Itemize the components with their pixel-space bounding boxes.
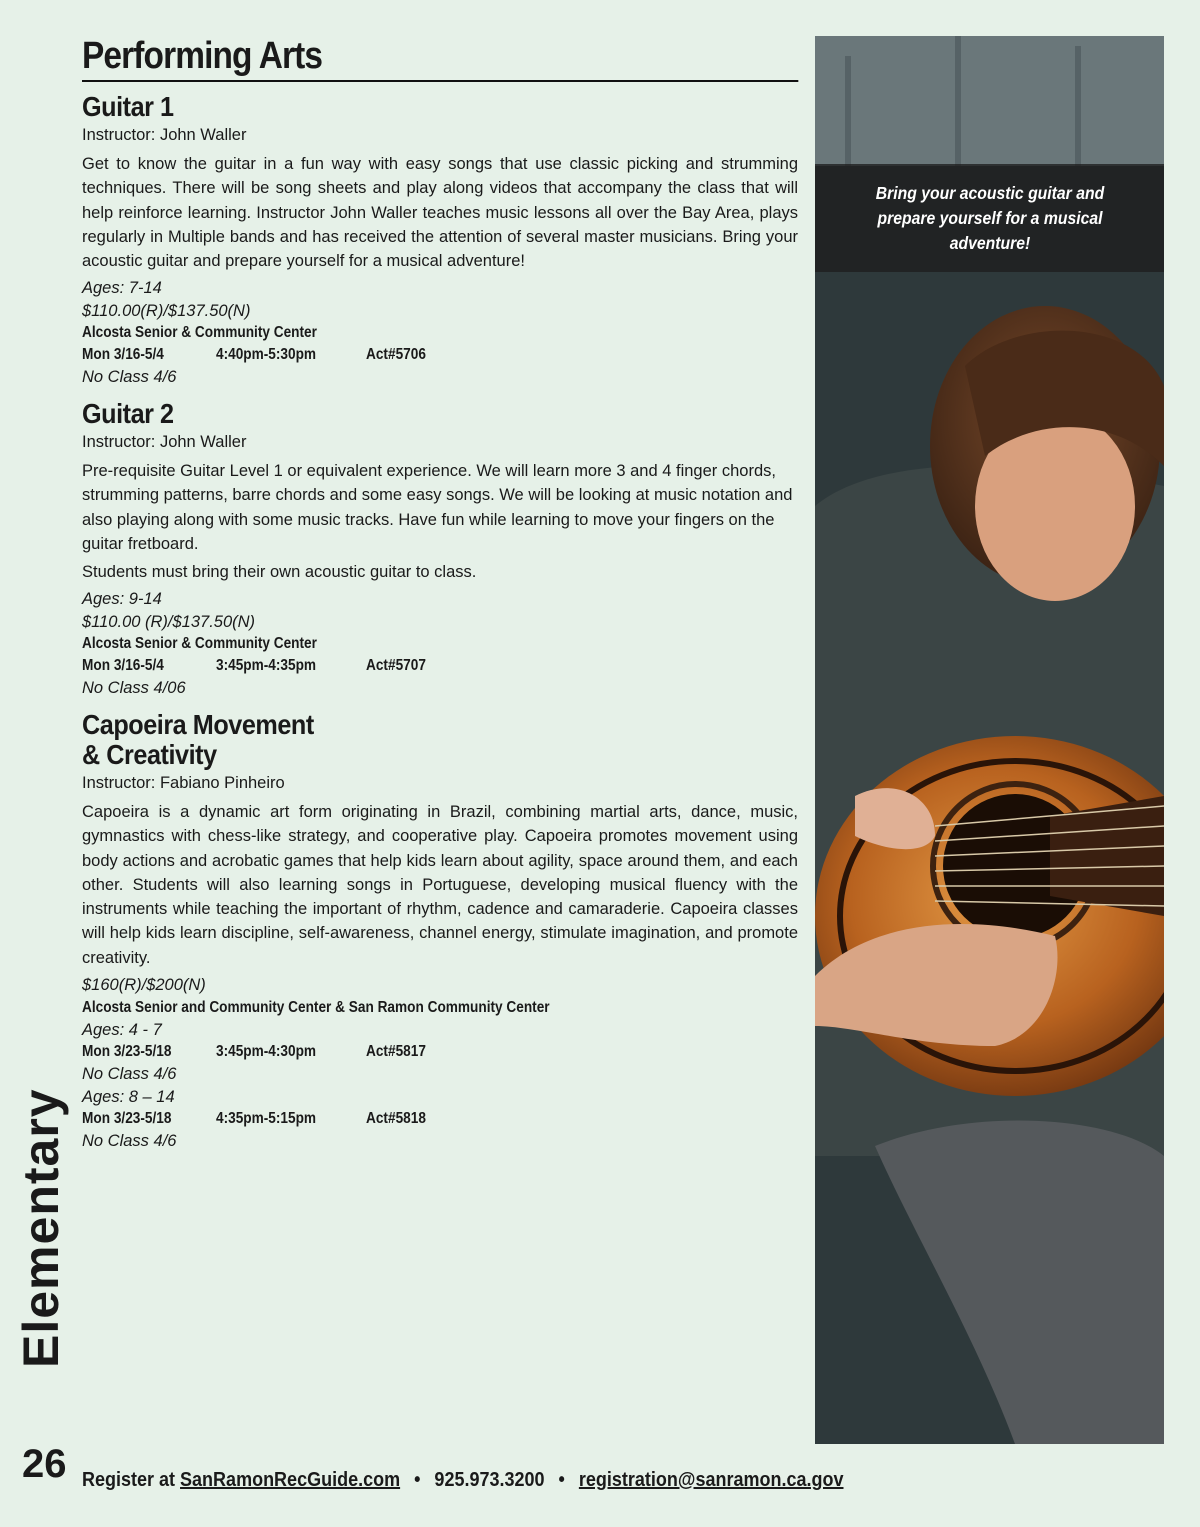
schedule-row bbox=[82, 344, 798, 366]
schedule-day: Mon 3/16-5/4 bbox=[82, 657, 164, 675]
course-title: Guitar 1 bbox=[82, 91, 174, 122]
ages: Ages: 8 – 14 bbox=[82, 1087, 175, 1106]
separator: • bbox=[558, 1469, 565, 1491]
ages: Ages: 7-14 bbox=[82, 279, 162, 298]
location: Alcosta Senior & Community Center bbox=[82, 324, 317, 342]
location: Alcosta Senior and Community Center & San Ramon Community Center bbox=[82, 998, 550, 1016]
price: $160(R)/$200(N) bbox=[82, 976, 206, 995]
course-guitar-2 bbox=[82, 399, 798, 700]
course-requirement: Students must bring their own acoustic guitar to class. bbox=[82, 563, 477, 582]
schedule-day: Mon 3/23-5/18 bbox=[82, 1110, 172, 1128]
course-description: Capoeira is a dynamic art form originating in Brazil, combining martial arts, dance, music, gymnastics with chess-like strategy, and cooperative play. Capoeira promotes movement using body actions and acrobatic games that help kids learn about agility, space around them, and each other. Students will also learning songs in Portuguese, developing musical fluency with the instruments while teaching the important of rhythm, cadence and camaraderie. Capoeira classes will help kids learn discipline, self-awareness, channel energy, stimulate imagination, and promote creativity. bbox=[82, 802, 798, 967]
schedule-time: 3:45pm-4:30pm bbox=[216, 1043, 317, 1061]
course-description: Pre-requisite Guitar Level 1 or equivalent experience. We will learn more 3 and 4 finger chords, strumming patterns, barre chords and some easy songs. We will be looking at music notation and also playing along with some music tracks. Have fun while learning to move your fingers on the guitar fretboard. bbox=[82, 461, 793, 553]
instructor: Instructor: Fabiano Pinheiro bbox=[82, 773, 285, 792]
photo-caption bbox=[815, 164, 1164, 272]
schedule-day: Mon 3/23-5/18 bbox=[82, 1043, 172, 1061]
activity-number: Act#5817 bbox=[366, 1043, 426, 1061]
schedule-row bbox=[82, 655, 798, 677]
phone-number: 925.973.3200 bbox=[434, 1469, 545, 1491]
course-guitar-1 bbox=[82, 92, 798, 389]
course-title: Guitar 2 bbox=[82, 397, 174, 429]
instructor: Instructor: John Waller bbox=[82, 126, 247, 144]
schedule-day: Mon 3/16-5/4 bbox=[82, 346, 164, 364]
schedule-time: 4:35pm-5:15pm bbox=[216, 1110, 317, 1128]
course-capoeira bbox=[82, 710, 798, 1153]
section-title: Performing Arts bbox=[82, 34, 798, 82]
no-class-note: No Class 4/06 bbox=[82, 679, 186, 698]
price: $110.00(R)/$137.50(N) bbox=[82, 301, 251, 320]
email-link[interactable]: registration@sanramon.ca.gov bbox=[578, 1469, 844, 1491]
course-title-line-1: Capoeira Movement bbox=[82, 708, 314, 740]
no-class-note: No Class 4/6 bbox=[82, 368, 177, 387]
activity-number: Act#5818 bbox=[366, 1110, 426, 1128]
page-number: 26 bbox=[22, 1442, 67, 1486]
website-link[interactable]: SanRamonRecGuide.com bbox=[180, 1469, 401, 1491]
ages: Ages: 9-14 bbox=[82, 590, 162, 609]
footer bbox=[82, 1466, 843, 1494]
price: $110.00 (R)/$137.50(N) bbox=[82, 612, 256, 631]
caption-text: Bring your acoustic guitar and prepare yourself for a musical adventure! bbox=[875, 182, 1104, 253]
schedule-row bbox=[82, 1041, 798, 1063]
ages: Ages: 4 - 7 bbox=[82, 1020, 162, 1039]
side-section-label: Elementary bbox=[13, 1088, 69, 1368]
schedule-time: 3:45pm-4:35pm bbox=[216, 657, 317, 675]
schedule-row bbox=[82, 1108, 798, 1130]
activity-number: Act#5707 bbox=[366, 657, 426, 675]
main-content bbox=[82, 34, 798, 1153]
guitar-photo bbox=[815, 36, 1164, 1444]
course-description: Get to know the guitar in a fun way with easy songs that use classic picking and strumming techniques. There will be song sheets and play along videos that accompany the class that will help reinforce learning. Instructor John Waller teaches music lessons all over the Bay Area, plays regularly in Multiple bands and has received the attention of several master musicians. Bring your acoustic guitar and prepare yourself for a musical adventure! bbox=[82, 155, 798, 271]
no-class-note: No Class 4/6 bbox=[82, 1065, 177, 1084]
location: Alcosta Senior & Community Center bbox=[82, 635, 317, 653]
instructor: Instructor: John Waller bbox=[82, 432, 247, 451]
no-class-note: No Class 4/6 bbox=[82, 1132, 177, 1151]
separator: • bbox=[414, 1469, 421, 1491]
footer-prefix: Register at bbox=[82, 1469, 176, 1491]
course-title-line-2: & Creativity bbox=[82, 738, 217, 770]
activity-number: Act#5706 bbox=[366, 346, 426, 364]
schedule-time: 4:40pm-5:30pm bbox=[216, 346, 317, 364]
